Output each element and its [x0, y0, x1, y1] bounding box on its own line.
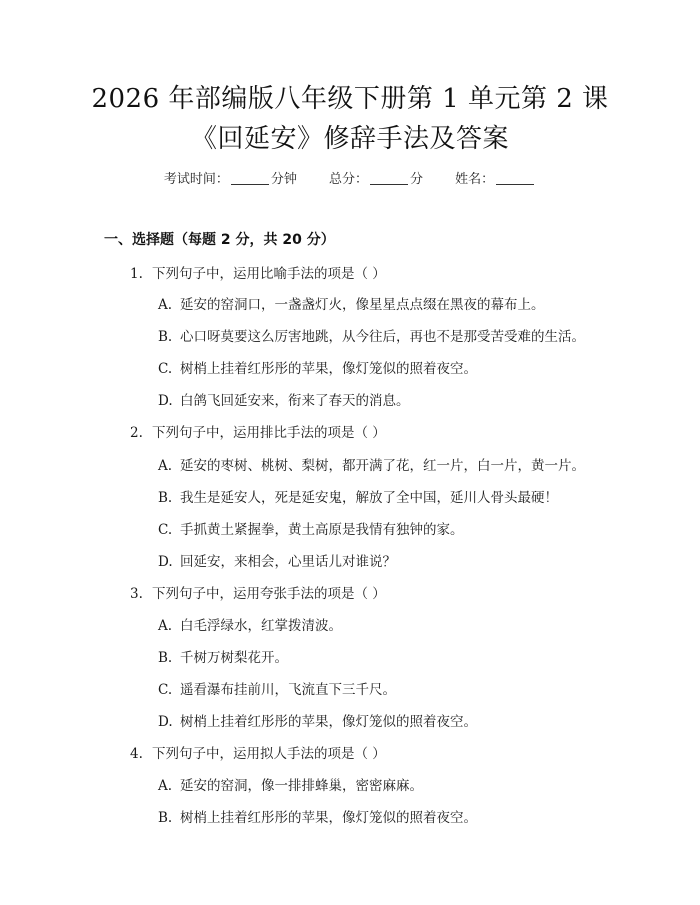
option-text: 延安的窑洞口，一盏盏灯火，像星星点点缀在黑夜的幕布上。	[180, 297, 545, 313]
question-2-option-d[interactable]	[158, 550, 396, 570]
question-stem: 下列句子中，运用夸张手法的项是（ ）	[152, 586, 386, 602]
question-4	[130, 742, 386, 762]
exam-time-unit: 分钟	[270, 172, 297, 187]
total-score-unit: 分	[410, 172, 424, 187]
question-4-option-a[interactable]	[158, 774, 423, 794]
question-2-option-b[interactable]	[158, 486, 558, 506]
option-text: 手抓黄土紧握拳，黄土高原是我情有独钟的家。	[180, 522, 464, 538]
option-text: 树梢上挂着红彤彤的苹果，像灯笼似的照着夜空。	[180, 361, 477, 377]
exam-time-label: 考试时间：	[163, 172, 229, 187]
total-score-label: 总分：	[328, 172, 368, 187]
question-number: 4.	[130, 746, 143, 762]
option-text: 树梢上挂着红彤彤的苹果，像灯笼似的照着夜空。	[180, 810, 477, 826]
question-number: 1.	[130, 266, 143, 282]
total-score-blank[interactable]	[370, 172, 408, 185]
option-text: 白鸽飞回延安来，衔来了春天的消息。	[180, 393, 410, 409]
option-letter: D.	[158, 393, 173, 409]
question-1-option-a[interactable]	[158, 293, 545, 313]
question-1-option-b[interactable]	[158, 325, 585, 345]
question-1-option-d[interactable]	[158, 389, 410, 409]
option-text: 树梢上挂着红彤彤的苹果，像灯笼似的照着夜空。	[180, 714, 477, 730]
exam-time	[164, 172, 297, 187]
option-text: 延安的枣树、桃树、梨树，都开满了花，红一片，白一片，黄一片。	[180, 458, 585, 474]
option-letter: B.	[158, 810, 173, 826]
question-3-option-d[interactable]	[158, 710, 477, 730]
option-letter: A.	[158, 458, 173, 474]
student-name-blank[interactable]	[496, 172, 534, 185]
option-letter: A.	[158, 618, 173, 634]
option-letter: C.	[158, 682, 173, 698]
section-heading-choice: 一、选择题（每题 2 分，共 20 分）	[104, 232, 335, 248]
exam-meta	[0, 168, 700, 187]
question-3-option-c[interactable]	[158, 678, 396, 698]
question-3	[130, 582, 386, 602]
option-letter: D.	[158, 554, 173, 570]
option-letter: A.	[158, 297, 173, 313]
question-stem: 下列句子中，运用拟人手法的项是（ ）	[152, 746, 386, 762]
option-text: 白毛浮绿水，红掌拨清波。	[180, 618, 342, 634]
question-stem: 下列句子中，运用排比手法的项是（ ）	[152, 425, 386, 441]
option-letter: B.	[158, 329, 173, 345]
option-letter: C.	[158, 522, 173, 538]
exam-time-blank[interactable]	[231, 172, 269, 185]
option-letter: C.	[158, 361, 173, 377]
question-1-option-c[interactable]	[158, 357, 477, 377]
question-3-option-a[interactable]	[158, 614, 342, 634]
total-score	[329, 172, 423, 187]
option-text: 千树万树梨花开。	[180, 650, 288, 666]
option-letter: B.	[158, 490, 173, 506]
page-title-line-1: 2026 年部编版八年级下册第 1 单元第 2 课	[91, 84, 609, 114]
question-4-option-b[interactable]	[158, 806, 477, 826]
question-2-option-c[interactable]	[158, 518, 464, 538]
option-text: 回延安，来相会，心里话儿对谁说？	[180, 554, 396, 570]
option-text: 延安的窑洞，像一排排蜂巢，密密麻麻。	[180, 778, 423, 794]
question-number: 2.	[130, 425, 143, 441]
page-title-line-2: 《回延安》修辞手法及答案	[190, 124, 509, 154]
question-number: 3.	[130, 586, 143, 602]
question-3-option-b[interactable]	[158, 646, 288, 666]
option-text: 遥看瀑布挂前川，飞流直下三千尺。	[180, 682, 396, 698]
student-name	[455, 172, 536, 187]
option-letter: D.	[158, 714, 173, 730]
option-letter: A.	[158, 778, 173, 794]
question-stem: 下列句子中，运用比喻手法的项是（ ）	[152, 266, 386, 282]
option-text: 心口呀莫要这么厉害地跳，从今往后，再也不是那受苦受难的生活。	[180, 329, 585, 345]
question-1	[130, 262, 386, 282]
student-name-label: 姓名：	[455, 172, 495, 187]
question-2	[130, 421, 386, 441]
option-letter: B.	[158, 650, 173, 666]
option-text: 我生是延安人，死是延安鬼，解放了全中国，延川人骨头最硬！	[180, 490, 558, 506]
question-2-option-a[interactable]	[158, 454, 585, 474]
